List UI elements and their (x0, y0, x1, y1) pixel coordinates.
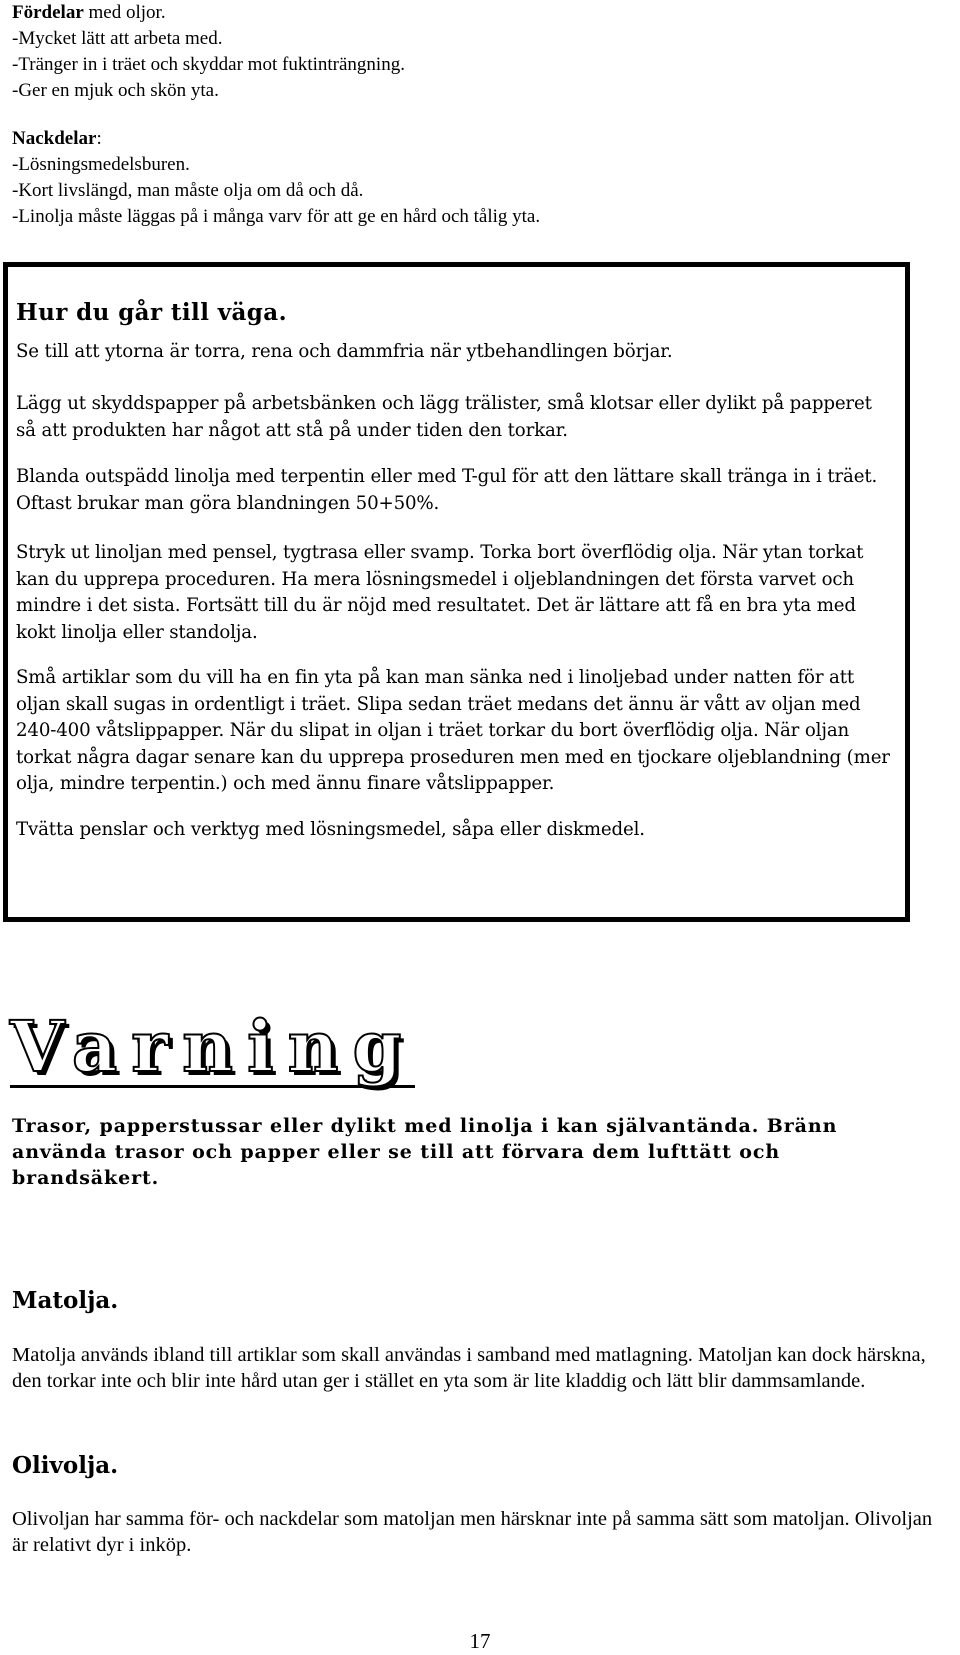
olivolja-title: Olivolja. (12, 1452, 119, 1479)
howto-paragraph: Blanda outspädd linolja med terpentin eller med T-gul för att den lättare skall tränga in i träet. Oftast brukar man göra blandningen 50+50%. (16, 466, 878, 514)
pros-item: -Ger en mjuk och skön yta. (12, 80, 219, 101)
howto-paragraph: Se till att ytorna är torra, rena och dammfria när ytbehandlingen börjar. (16, 341, 673, 362)
matolja-title: Matolja. (12, 1287, 119, 1314)
cons-item: -Lösningsmedelsburen. (12, 154, 190, 175)
howto-paragraph: Tvätta penslar och verktyg med lösningsmedel, såpa eller diskmedel. (16, 819, 645, 840)
cons-item: -Kort livslängd, man måste olja om då och då. (12, 180, 364, 201)
matolja-text: Matolja används ibland till artiklar som skall användas i samband med matlagning. Matoljan kan dock härskna, den torkar inte och blir inte hård utan ger i stället en yta som är lite kladdig och lätt blir dammsamlande. (12, 1344, 926, 1392)
cons-heading: Nackdelar (12, 128, 97, 149)
pros-heading-line (12, 0, 932, 26)
howto-paragraph: Små artiklar som du vill ha en fin yta på kan man sänka ned i linoljebad under natten för att oljan skall sugas in ordentligt i träet. Slipa sedan träet medans det ännu är vått av oljan med 240-400 våtslippapper. När du slipat in oljan i träet torkar du bort överflödig olja. När oljan torkat några dagar senare kan du upprepa proseduren men med en tjockare oljeblandning (mer olja, mindre terpentin.) och med ännu finare våtslippapper. (16, 667, 890, 794)
cons-heading-line (12, 126, 932, 152)
howto-title: Hur du går till väga. (16, 299, 288, 326)
howto-box (3, 262, 910, 922)
warning-text: Trasor, papperstussar eller dylikt med linolja i kan självantända. Bränn använda trasor och papper eller se till att förvara dem lufttätt och brandsäkert. (12, 1115, 838, 1189)
pros-cons-section (12, 0, 932, 230)
cons-heading-rest: : (96, 128, 102, 149)
cons-item: -Linolja måste läggas på i många varv för att ge en hård och tålig yta. (12, 206, 541, 227)
olivolja-text: Olivoljan har samma för- och nackdelar som matoljan men härsknar inte på samma sätt som matoljan. Olivoljan är relativt dyr i inköp. (12, 1508, 933, 1556)
pros-heading-rest: med oljor. (83, 2, 166, 23)
page-number: 17 (469, 1629, 491, 1653)
warning-title: Varning (10, 1005, 416, 1088)
pros-item: -Tränger in i träet och skyddar mot fuktinträngning. (12, 54, 405, 75)
howto-paragraph: Stryk ut linoljan med pensel, tygtrasa eller svamp. Torka bort överflödig olja. När ytan torkat kan du upprepa proceduren. Ha mera lösningsmedel i oljeblandningen det första varvet och mindre i det sista. Fortsätt till du är nöjd med resultatet. Det är lättare att få en bra yta med kokt linolja eller standolja. (16, 542, 864, 643)
pros-item: -Mycket lätt att arbeta med. (12, 28, 223, 49)
howto-paragraph: Lägg ut skyddspapper på arbetsbänken och lägg trälister, små klotsar eller dylikt på papperet så att produkten har något att stå på under tiden den torkar. (16, 393, 872, 441)
pros-heading: Fördelar (12, 2, 84, 23)
